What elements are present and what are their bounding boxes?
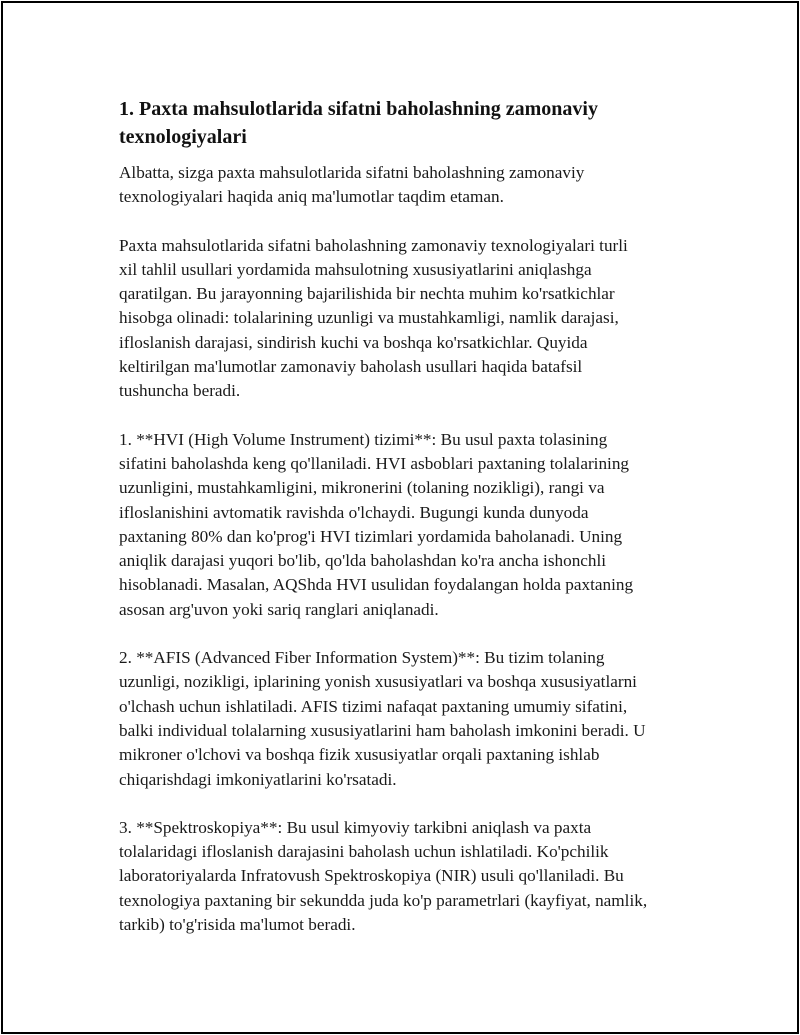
- page-frame: [1, 1, 799, 1034]
- page-title: 1. Paxta mahsulotlarida sifatni baholashning zamonaviy texnologiyalari: [119, 98, 598, 148]
- document-body: [119, 95, 689, 961]
- paragraph-spectroscopy: 3. **Spektroskopiya**: Bu usul kimyoviy tarkibni aniqlash va paxta tolalaridagi ifloslanish darajasini baholash uchun ishlatiladi. Ko'pchilik laboratoriyalarda Infratovush Spektroskopiya (NIR) usuli qo'llaniladi. Bu texnologiya paxtaning bir sekundda juda ko'p parametrlari (kayfiyat, namlik, tarkib) to'g'risida ma'lumot beradi.: [119, 817, 648, 935]
- paragraph-intro: Albatta, sizga paxta mahsulotlarida sifatni baholashning zamonaviy texnologiyalari haqida aniq ma'lumotlar taqdim etaman.: [119, 163, 585, 207]
- paragraph-hvi: 1. **HVI (High Volume Instrument) tizimi**: Bu usul paxta tolasining sifatini baholashda keng qo'llaniladi. HVI asboblari paxtaning tolalarining uzunligini, mustahkamligini, mikronerini (tolaning nozikligi), rangi va ifloslanishini avtomatik ravishda o'lchaydi. Bugungi kunda dunyoda paxtaning 80% dan ko'prog'i HVI tizimlari yordamida baholanadi. Uning aniqlik darajasi yuqori bo'lib, qo'lda baholashdan ko'ra ancha ishonchli hisoblanadi. Masalan, AQShda HVI usulidan foydalangan holda paxtaning asosan arg'uvon yoki sariq ranglari aniqlanadi.: [119, 429, 634, 619]
- paragraph-afis: 2. **AFIS (Advanced Fiber Information System)**: Bu tizim tolaning uzunligi, nozikligi, iplarining yonish xususiyatlari va boshqa xususiyatlarni o'lchash uchun ishlatiladi. AFIS tizimi nafaqat paxtaning umumiy sifatini, balki individual tolalarning xususiyatlarini ham baholash imkonini beradi. U mikroner o'lchovi va boshqa fizik xususiyatlar orqali paxtaning ishlab chiqarishdagi imkoniyatlarini ko'rsatadi.: [119, 648, 646, 789]
- paragraph-overview: Paxta mahsulotlarida sifatni baholashning zamonaviy texnologiyalari turli xil tahlil usullari yordamida mahsulotning xususiyatlarini aniqlashga qaratilgan. Bu jarayonning bajarilishida bir nechta muhim ko'rsatkichlar hisobga olinadi: tolalarining uzunligi va mustahkamligi, namlik darajasi, ifloslanish darajasi, sindirish kuchi va boshqa ko'rsatkichlar. Quyida keltirilgan ma'lumotlar zamonaviy baholash usullari haqida batafsil tushuncha beradi.: [119, 235, 628, 401]
